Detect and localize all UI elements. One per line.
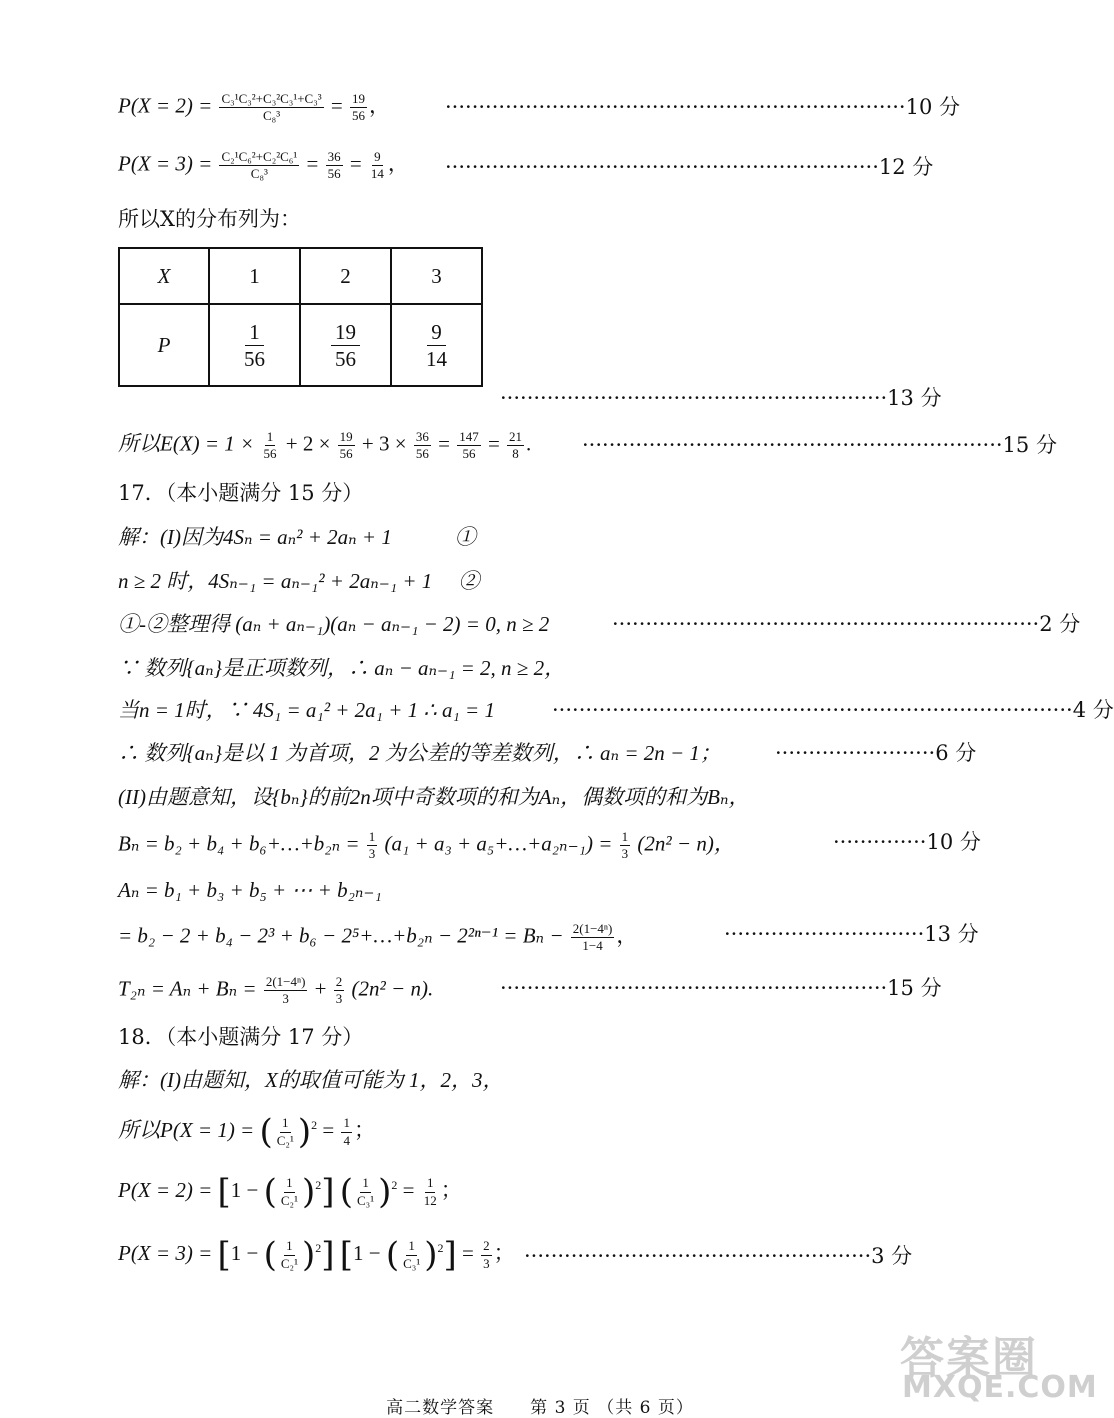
q17-line9: Aₙ = b₁ + b₃ + b₅ + ⋯ + b₂ₙ₋₁ [118, 878, 382, 902]
score-4: ··············································································4 分 [552, 698, 1114, 722]
q18-line3: P(X = 2) = [1 − ( $\frac{1}{\text{C₂¹}}$ )$^2$] ( $\frac{1}{\text{C₃¹}}$ )$^2$ = $\frac{1}{12}$ ； [118, 1172, 462, 1212]
q17-line3: ①-②整理得 (aₙ + aₙ₋₁)(aₙ − aₙ₋₁ − 2) = 0, n ≥ 2 [118, 612, 550, 636]
q17-line2: n ≥ 2 时，4Sₙ₋₁ = aₙ₋₁² + 2aₙ₋₁ + 1 ② [118, 569, 480, 593]
px3-line [118, 150, 409, 182]
ex-mid1: + 2 × [285, 431, 331, 456]
px3-frac-num: C₂¹C₆²+C₂²C₆¹ [219, 150, 299, 166]
table-cell: $\frac{9}{14}$ [391, 304, 482, 386]
px2-res-den: 56 [352, 108, 365, 124]
q17-line4: ∵ 数列{aₙ}是正项数列，∴ aₙ − aₙ₋₁ = 2, n ≥ 2， [118, 656, 566, 680]
px3-frac-den: C₈³ [250, 166, 268, 182]
ex-prefix: 所以E(X) = 1 × [118, 431, 255, 456]
table-header-cell: X [119, 248, 209, 304]
score-15-second: ··························································15 分 [500, 976, 942, 1000]
q18-line2: 所以P(X = 1) = ( $\frac{1}{\text{C₂¹}}$ )$^2$ = $\frac{1}{4}$ ； [118, 1112, 375, 1152]
px2-eq: = [330, 93, 343, 118]
px3-a-num: 36 [326, 150, 343, 166]
px2-comma: ， [369, 93, 390, 118]
px3-b-num: 9 [372, 150, 383, 166]
score-2: ································································2 分 [612, 612, 1081, 636]
score-10-first: ·····································································10 分 [445, 95, 961, 119]
score-15-first: ·······························································15 分 [582, 433, 1057, 457]
q17-line5: 当n = 1时，∵ 4S₁ = a₁² + 2a₁ + 1 ∴ a₁ = 1 [118, 698, 495, 722]
q17-heading: 17．（本小题满分 15 分） [118, 481, 364, 505]
px2-res-num: 19 [350, 92, 367, 108]
px3-b-den: 14 [370, 166, 384, 182]
distribution-table [118, 247, 483, 387]
table-header-cell: 1 [209, 248, 300, 304]
q17-line6: ∴ 数列{aₙ}是以 1 为首项，2 为公差的等差数列，∴ aₙ = 2n − 1； [118, 741, 721, 765]
ex-eq2: = [487, 431, 500, 456]
score-12: ·································································12 分 [445, 155, 934, 179]
table-cell: $\frac{1}{56}$ [209, 304, 300, 386]
px3-lhs: P(X = 3) = [118, 151, 213, 176]
q18-line4: P(X = 3) = [1 − ( $\frac{1}{\text{C₂¹}}$ )$^2$] [1 − ( $\frac{1}{\text{C₃¹}}$ )$^2$] = $\frac{2}{3}$ ； [118, 1235, 515, 1275]
px2-frac-num: C₃¹C₃²+C₃²C₃¹+C₃³ [219, 92, 323, 108]
ex-mid2: + 3 × [361, 431, 407, 456]
ex-eq1: = [438, 431, 450, 456]
table-row-label: P [119, 304, 209, 386]
q18-line1: 解：(I)由题知，X的取值可能为 1，2，3， [118, 1068, 504, 1092]
px3-eq2: = [349, 151, 362, 176]
ex-period: . [526, 431, 532, 456]
table-header-cell: 2 [300, 248, 391, 304]
q17-line11: T₂ₙ = Aₙ + Bₙ = $\frac{\text{2(1−4ⁿ)}}{3}$ + $\frac{2}{3}$ (2n² − n). [118, 974, 434, 1007]
score-13-second: ······························13 分 [724, 922, 979, 946]
q17-line7: (II)由题意知，设{bₙ}的前2n项中奇数项的和为Aₙ，偶数项的和为Bₙ， [118, 785, 750, 809]
px3-eq1: = [306, 151, 319, 176]
px2-frac-den: C₈³ [263, 108, 281, 124]
px2-lhs: P(X = 2) = [118, 93, 213, 118]
table-cell: $\frac{19}{56}$ [300, 304, 391, 386]
px3-a-den: 56 [327, 166, 341, 182]
q17-line8: Bₙ = b₂ + b₄ + b₆+…+b₂ₙ = $\frac{1}{3}$ (a₁ + a₃ + a₅+…+a₂ₙ₋₁) = $\frac{1}{3}$ (2n² − n)， [118, 829, 735, 862]
score-6: ························6 分 [775, 741, 977, 765]
q18-heading: 18．（本小题满分 17 分） [118, 1025, 364, 1049]
table-row [119, 304, 482, 386]
table-header-row [119, 248, 482, 304]
score-13-first: ··························································13 分 [500, 386, 942, 410]
watermark-url: MXQE.COM [902, 1370, 1098, 1405]
dist-intro: 所以X的分布列为： [118, 207, 301, 231]
px3-comma: ， [387, 151, 409, 176]
table-header-cell: 3 [391, 248, 482, 304]
page-footer: 高二数学答案 第 3 页 （共 6 页） [386, 1398, 694, 1418]
score-10-second: ··············10 分 [833, 830, 981, 854]
ex-line: 所以E(X) = 1 × $\frac{1}{56}$ + 2 × $\frac{19}{56}$ + 3 × $\frac{36}{56}$ = $\frac{147}{56}$ = $\frac{21}{8}$ . [118, 429, 532, 462]
q17-line1: 解：(I)因为4Sₙ = aₙ² + 2aₙ + 1 ① [118, 525, 476, 549]
score-3: ····················································3 分 [524, 1244, 913, 1268]
q17-line10: = b₂ − 2 + b₄ − 2³ + b₆ − 2⁵+…+b₂ₙ − 2²ⁿ⁻¹ = Bₙ − $\frac{\text{2(1−4ⁿ)}}{1-4}$ ， [118, 921, 638, 954]
px2-line [118, 92, 390, 124]
watermark-text: 答案圈 [900, 1333, 1038, 1384]
